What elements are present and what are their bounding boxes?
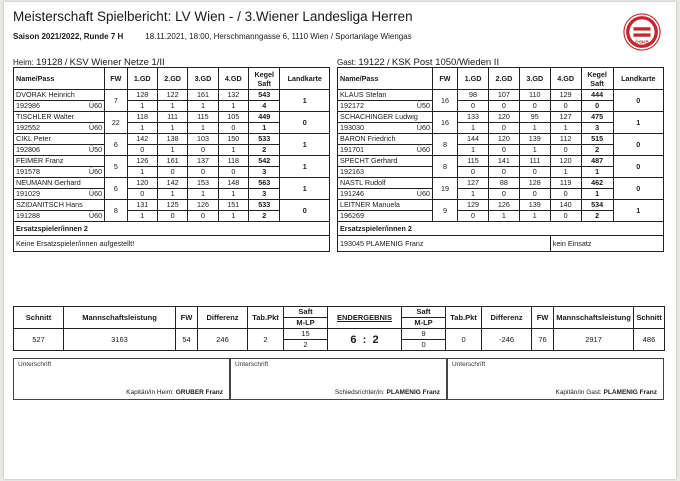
age-class: Ü60 [416, 189, 430, 198]
player-fw: 6 [105, 134, 127, 156]
player-pass [14, 211, 105, 222]
game-g3-pins: 95 [519, 112, 550, 123]
player-kegel: 515 [581, 134, 613, 145]
game-g1-pins: 118 [127, 112, 157, 123]
player-saft: 2 [249, 211, 280, 222]
sum-h-leistung: Mannschaftsleistung [64, 307, 176, 329]
game-g1-point: 1 [127, 123, 157, 134]
game-g2-point: 0 [157, 211, 187, 222]
header-g1: 1.GD [127, 68, 157, 90]
player-fw: 5 [105, 156, 127, 178]
result-summary-table [13, 306, 665, 351]
guest-saft-total: 9 [402, 329, 446, 340]
player-fw: 6 [105, 178, 127, 200]
game-g4-point: 0 [550, 145, 581, 156]
game-g4-point: 1 [218, 211, 248, 222]
game-g4-pins: 150 [218, 134, 248, 145]
game-g3-pins: 137 [188, 156, 218, 167]
player-landkarte: 1 [280, 178, 330, 200]
subs-note: Keine Ersatzspieler/innen aufgestellt! [14, 236, 330, 252]
game-g1-point: 1 [458, 123, 489, 134]
player-fw: 8 [432, 134, 457, 156]
game-g2-pins: 120 [488, 134, 519, 145]
sum-h-mlp-guest: M-LP [402, 318, 446, 329]
sum-h-schnitt: Schnitt [14, 307, 64, 329]
player-fw: 16 [432, 90, 457, 112]
subs-row [14, 236, 330, 252]
subs-label-row [14, 222, 330, 236]
game-g2-pins: 111 [157, 112, 187, 123]
guest-player-table [337, 67, 664, 252]
game-g2-pins: 88 [488, 178, 519, 189]
player-kegel: 543 [249, 90, 280, 101]
game-g2-pins: 161 [157, 156, 187, 167]
guest-prefix: Gast: [337, 58, 357, 67]
sum-h-tab-guest: Tab.Pkt [446, 307, 482, 329]
player-name: DVORAK Heinrich [14, 90, 105, 101]
game-g4-point: 0 [218, 123, 248, 134]
final-score: 6 : 2 [328, 329, 402, 351]
game-g3-pins: 139 [519, 200, 550, 211]
game-g1-pins: 98 [458, 90, 489, 101]
header-fw: FW [432, 68, 457, 90]
signature-caption: Schiedsrichter/in: PLAMENIG Franz [334, 389, 440, 396]
svg-text:ÖSKB: ÖSKB [635, 40, 649, 46]
game-g1-point: 0 [458, 211, 489, 222]
game-g3-point: 1 [188, 123, 218, 134]
game-g3-pins: 153 [188, 178, 218, 189]
player-kegel: 533 [249, 200, 280, 211]
game-g3-point: 1 [188, 189, 218, 200]
game-g3-point: 0 [188, 211, 218, 222]
subs-player: 193045 PLAMENIG Franz [338, 236, 551, 252]
home-tabpkt: 2 [248, 329, 284, 351]
game-g2-point: 0 [488, 145, 519, 156]
guest-schnitt: 486 [634, 329, 665, 351]
pass-number: 191288 [16, 211, 40, 220]
game-g1-pins: 131 [127, 200, 157, 211]
game-g1-point: 1 [458, 145, 489, 156]
player-kegel: 444 [581, 90, 613, 101]
game-g2-point: 0 [488, 167, 519, 178]
game-g3-pins: 115 [188, 112, 218, 123]
game-g4-pins: 129 [550, 90, 581, 101]
player-saft: 1 [249, 123, 280, 134]
signature-referee[interactable] [230, 358, 447, 400]
age-class: Ü60 [88, 211, 103, 220]
game-g3-point: 0 [188, 167, 218, 178]
guest-differenz: -246 [482, 329, 532, 351]
player-row [338, 156, 664, 167]
player-fw: 19 [432, 178, 457, 200]
game-g1-pins: 127 [458, 178, 489, 189]
game-g3-pins: 139 [519, 134, 550, 145]
game-g3-pins: 103 [188, 134, 218, 145]
player-name: KLAUS Stefan [338, 90, 433, 101]
game-g2-pins: 122 [157, 90, 187, 101]
game-g1-pins: 142 [127, 134, 157, 145]
age-class: Ü60 [416, 145, 430, 154]
game-g3-point: 1 [188, 101, 218, 112]
game-g2-pins: 138 [157, 134, 187, 145]
game-g2-pins: 120 [488, 112, 519, 123]
season-round: Saison 2021/2022, Runde 7 H [13, 32, 124, 41]
signature-guest-captain[interactable] [447, 358, 664, 400]
player-saft: 3 [249, 189, 280, 200]
player-kegel: 449 [249, 112, 280, 123]
game-g3-point: 1 [519, 211, 550, 222]
header-g3: 3.GD [188, 68, 218, 90]
game-g2-point: 1 [157, 189, 187, 200]
player-saft: 0 [581, 101, 613, 112]
header-name: Name/Pass [338, 68, 433, 90]
game-g1-point: 1 [458, 189, 489, 200]
summary-value-row [14, 329, 665, 340]
guest-mlp-total: 0 [402, 340, 446, 351]
player-fw: 22 [105, 112, 127, 134]
player-pass [14, 167, 105, 178]
pass-number: 191578 [16, 167, 40, 176]
player-kegel: 533 [249, 134, 280, 145]
pass-number: 191701 [340, 145, 364, 154]
player-saft: 2 [581, 211, 613, 222]
home-leistung: 3163 [64, 329, 176, 351]
game-g3-pins: 161 [188, 90, 218, 101]
sum-h-leistung-guest: Mannschaftsleistung [554, 307, 634, 329]
game-g3-pins: 126 [188, 200, 218, 211]
player-row [338, 134, 664, 145]
player-landkarte: 1 [613, 200, 663, 222]
player-landkarte: 1 [280, 134, 330, 156]
player-pass [338, 101, 433, 112]
subs-label: Ersatzspieler/innen 2 [338, 222, 664, 236]
player-fw: 8 [105, 200, 127, 222]
subs-status: kein Einsatz [550, 236, 663, 252]
game-g3-point: 0 [188, 145, 218, 156]
game-g4-point: 1 [218, 101, 248, 112]
player-kegel: 462 [581, 178, 613, 189]
player-landkarte: 0 [613, 90, 663, 112]
header-name: Name/Pass [14, 68, 105, 90]
player-row [14, 134, 330, 145]
player-name: CIKL Peter [14, 134, 105, 145]
player-pass [338, 211, 433, 222]
player-kegel: 475 [581, 112, 613, 123]
game-g2-point: 1 [157, 123, 187, 134]
date-location: 18.11.2021, 18:00, Herschmanngasse 6, 1110 Wien / Sportanlage Wiengas [145, 32, 412, 41]
header-kegel: Kegel Saft [581, 68, 613, 90]
game-g1-pins: 144 [458, 134, 489, 145]
game-g2-pins: 126 [488, 200, 519, 211]
player-name: NASTL Rudolf [338, 178, 433, 189]
game-g4-point: 0 [218, 167, 248, 178]
player-landkarte: 1 [280, 156, 330, 178]
game-g3-point: 1 [519, 145, 550, 156]
player-row [14, 90, 330, 101]
game-g2-pins: 125 [157, 200, 187, 211]
game-g1-point: 0 [127, 145, 157, 156]
player-pass [338, 123, 433, 134]
player-saft: 4 [249, 101, 280, 112]
subs-row [338, 236, 664, 252]
signature-caption: Kapitän/in Heim: GRUBER Franz [126, 389, 223, 396]
game-g4-pins: 127 [550, 112, 581, 123]
player-pass [14, 189, 105, 200]
sum-h-schnitt-guest: Schnitt [634, 307, 665, 329]
player-fw: 8 [432, 156, 457, 178]
game-g4-pins: 105 [218, 112, 248, 123]
player-name: FEIMER Franz [14, 156, 105, 167]
home-team-id: 19128 [36, 57, 63, 68]
sum-h-mlp-home: M-LP [284, 318, 328, 329]
subs-label: Ersatzspieler/innen 2 [14, 222, 330, 236]
player-landkarte: 0 [280, 112, 330, 134]
game-g3-point: 0 [519, 167, 550, 178]
player-saft: 3 [249, 167, 280, 178]
header-kegel: Kegel Saft [249, 68, 280, 90]
player-saft: 2 [581, 145, 613, 156]
player-pass [14, 145, 105, 156]
player-saft: 3 [581, 123, 613, 134]
player-name: SCHACHINGER Ludwig [338, 112, 433, 123]
report-title: Meisterschaft Spielbericht: LV Wien - / 3.Wiener Landesliga Herren [13, 9, 413, 24]
player-pass [338, 145, 433, 156]
game-g1-point: 1 [127, 101, 157, 112]
game-g4-pins: 118 [218, 156, 248, 167]
home-prefix: Heim: [13, 58, 34, 67]
player-name: SPECHT Gerhard [338, 156, 433, 167]
home-player-table [13, 67, 330, 252]
player-kegel: 542 [249, 156, 280, 167]
pass-number: 191029 [16, 189, 40, 198]
game-g2-point: 1 [157, 145, 187, 156]
final-score-guest: 2 [372, 333, 379, 346]
signature-label: Unterschrift [18, 361, 52, 368]
sum-h-fw: FW [176, 307, 198, 329]
game-g3-point: 0 [519, 189, 550, 200]
pass-number: 191246 [340, 189, 364, 198]
age-class: Ü60 [88, 189, 103, 198]
sum-h-diff: Differenz [198, 307, 248, 329]
player-name: NEUMANN Gerhard [14, 178, 105, 189]
game-g2-pins: 141 [488, 156, 519, 167]
guest-team-name: KSK Post 1050/Wieden II [391, 57, 500, 68]
sum-h-diff-guest: Differenz [482, 307, 532, 329]
player-fw: 9 [432, 200, 457, 222]
player-row [338, 200, 664, 211]
game-g2-pins: 142 [157, 178, 187, 189]
pass-number: 193030 [340, 123, 364, 132]
game-g4-point: 0 [550, 211, 581, 222]
game-g4-pins: 148 [218, 178, 248, 189]
game-g4-pins: 132 [218, 90, 248, 101]
player-table-header [338, 68, 664, 90]
player-saft: 2 [249, 145, 280, 156]
home-mlp-total: 2 [284, 340, 328, 351]
player-kegel: 534 [581, 200, 613, 211]
game-g3-pins: 128 [519, 178, 550, 189]
age-class: Ü60 [88, 123, 103, 132]
player-row [14, 178, 330, 189]
player-kegel: 563 [249, 178, 280, 189]
header-lk: Landkarte [280, 68, 330, 90]
player-row [338, 90, 664, 101]
pass-number: 192806 [16, 145, 40, 154]
header-g3: 3.GD [519, 68, 550, 90]
age-class: Ü60 [88, 167, 103, 176]
pass-number: 192163 [340, 167, 364, 176]
header-g4: 4.GD [218, 68, 248, 90]
pass-number: 196269 [340, 211, 364, 220]
game-g3-pins: 110 [519, 90, 550, 101]
sum-h-endergebnis: ENDERGEBNIS [328, 307, 402, 329]
guest-team-id: 19122 [358, 57, 385, 68]
player-row [338, 178, 664, 189]
game-g1-pins: 133 [458, 112, 489, 123]
game-g1-pins: 128 [127, 90, 157, 101]
match-meta [13, 32, 412, 41]
game-g1-point: 0 [458, 101, 489, 112]
player-landkarte: 1 [280, 90, 330, 112]
player-pass [14, 123, 105, 134]
game-g2-point: 0 [488, 101, 519, 112]
home-differenz: 246 [198, 329, 248, 351]
player-pass [14, 101, 105, 112]
game-g3-point: 1 [519, 123, 550, 134]
game-g4-pins: 112 [550, 134, 581, 145]
age-class: Ü60 [88, 101, 103, 110]
game-g2-point: 0 [488, 189, 519, 200]
game-g4-point: 0 [550, 101, 581, 112]
player-landkarte: 0 [280, 200, 330, 222]
game-g1-pins: 115 [458, 156, 489, 167]
federation-logo-icon [623, 13, 661, 51]
game-g4-point: 1 [550, 167, 581, 178]
player-fw: 7 [105, 90, 127, 112]
player-pass [338, 189, 433, 200]
age-class: Ü50 [416, 101, 430, 110]
final-score-home: 6 [350, 333, 357, 346]
age-class: Ü50 [88, 145, 103, 154]
player-saft: 1 [581, 189, 613, 200]
player-pass [338, 167, 433, 178]
header-lk: Landkarte [613, 68, 663, 90]
player-landkarte: 0 [613, 178, 663, 200]
player-row [14, 156, 330, 167]
signature-label: Unterschrift [452, 361, 486, 368]
player-landkarte: 0 [613, 134, 663, 156]
summary-header-row [14, 307, 665, 318]
game-g4-point: 0 [550, 189, 581, 200]
player-name: BARON Friedrich [338, 134, 433, 145]
header-g2: 2.GD [488, 68, 519, 90]
home-team-line: Heim: 19128 / KSV Wiener Netze 1/II [13, 57, 165, 68]
header-g1: 1.GD [458, 68, 489, 90]
pass-number: 192986 [16, 101, 40, 110]
guest-team-line: Gast: 19122 / KSK Post 1050/Wieden II [337, 57, 500, 68]
game-g4-point: 1 [218, 145, 248, 156]
player-row [14, 112, 330, 123]
pass-number: 192552 [16, 123, 40, 132]
game-g4-point: 1 [550, 123, 581, 134]
sum-h-saft-home: Saft [284, 307, 328, 318]
player-row [14, 200, 330, 211]
game-g4-point: 1 [218, 189, 248, 200]
header-g2: 2.GD [157, 68, 187, 90]
player-table-header [14, 68, 330, 90]
player-row [338, 112, 664, 123]
header-fw: FW [105, 68, 127, 90]
sum-h-tab: Tab.Pkt [248, 307, 284, 329]
player-name: SZIDANITSCH Hans [14, 200, 105, 211]
game-g1-point: 1 [127, 211, 157, 222]
player-landkarte: 0 [613, 156, 663, 178]
game-g4-pins: 119 [550, 178, 581, 189]
player-kegel: 487 [581, 156, 613, 167]
player-saft: 1 [581, 167, 613, 178]
game-g3-point: 0 [519, 101, 550, 112]
signature-home-captain[interactable] [13, 358, 230, 400]
player-name: LEITNER Manuela [338, 200, 433, 211]
signature-caption: Kapitän/in Gast: PLAMENIG Franz [555, 389, 657, 396]
guest-leistung: 2917 [554, 329, 634, 351]
game-g4-pins: 120 [550, 156, 581, 167]
game-g2-point: 0 [488, 123, 519, 134]
age-class: Ü60 [416, 123, 430, 132]
subs-label-row [338, 222, 664, 236]
home-saft-total: 15 [284, 329, 328, 340]
game-g4-pins: 140 [550, 200, 581, 211]
guest-fw-total: 76 [532, 329, 554, 351]
game-g2-point: 1 [157, 101, 187, 112]
home-fw-total: 54 [176, 329, 198, 351]
signature-label: Unterschrift [235, 361, 269, 368]
player-fw: 16 [432, 112, 457, 134]
game-g2-pins: 107 [488, 90, 519, 101]
game-g3-pins: 111 [519, 156, 550, 167]
player-landkarte: 1 [613, 112, 663, 134]
game-g1-pins: 129 [458, 200, 489, 211]
player-name: TISCHLER Walter [14, 112, 105, 123]
game-g2-point: 1 [488, 211, 519, 222]
guest-tabpkt: 0 [446, 329, 482, 351]
game-g1-point: 0 [127, 189, 157, 200]
game-g1-point: 0 [458, 167, 489, 178]
game-g1-pins: 126 [127, 156, 157, 167]
header-g4: 4.GD [550, 68, 581, 90]
game-g1-point: 1 [127, 167, 157, 178]
pass-number: 192172 [340, 101, 364, 110]
game-g1-pins: 120 [127, 178, 157, 189]
game-g2-point: 0 [157, 167, 187, 178]
game-g4-pins: 151 [218, 200, 248, 211]
sum-h-saft-guest: Saft [402, 307, 446, 318]
sum-h-fw-guest: FW [532, 307, 554, 329]
home-team-name: KSV Wiener Netze 1/II [69, 57, 165, 68]
home-schnitt: 527 [14, 329, 64, 351]
